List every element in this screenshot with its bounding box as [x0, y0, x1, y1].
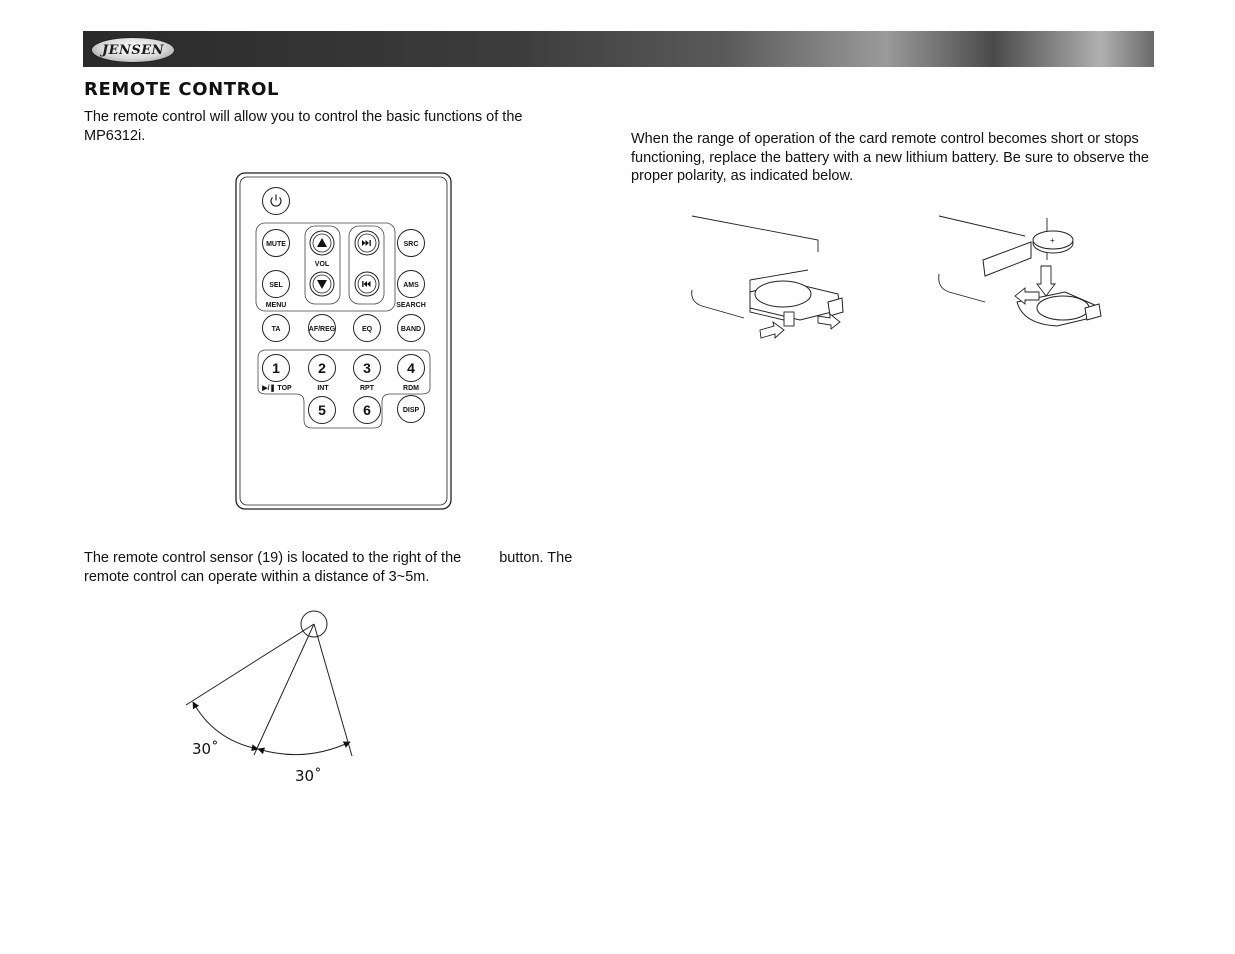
menu-label: MENU	[265, 302, 287, 309]
battery-paragraph: When the range of operation of the card remote control becomes short or stops functioning, replace the battery with a new lithium battery. Be sure to observe the proper polarity, as indicated below.	[631, 131, 1149, 184]
battery-insertion-diagram	[935, 212, 1115, 342]
number-5-button	[309, 397, 336, 424]
svg-text:3: 3	[363, 360, 371, 376]
vol-label: VOL	[314, 261, 330, 268]
sel-button	[263, 271, 290, 298]
coin-battery	[1033, 231, 1073, 253]
svg-text:1: 1	[272, 360, 280, 376]
svg-text:TA: TA	[271, 326, 281, 333]
intro-paragraph: The remote control will allow you to control the basic functions of the MP6312i.	[84, 109, 523, 144]
ta-button	[263, 315, 290, 342]
src-button	[398, 230, 425, 257]
jensen-logo	[91, 37, 175, 63]
svg-text:DISP: DISP	[402, 407, 420, 414]
eq-button	[354, 315, 381, 342]
ams-button	[398, 271, 425, 298]
svg-text:4: 4	[407, 360, 415, 376]
number-2-button	[309, 355, 336, 382]
top-label: ▶/❚ TOP	[262, 385, 292, 392]
volume-up-button	[310, 231, 334, 255]
svg-text:6: 6	[363, 402, 371, 418]
angle-left-label: 30˚	[192, 740, 219, 758]
angle-bottom-label: 30˚	[295, 767, 322, 785]
battery-tray-removal-diagram	[688, 212, 858, 342]
rdm-label: RDM	[403, 385, 419, 392]
page-title: REMOTE CONTROL	[84, 79, 280, 100]
svg-text:MUTE: MUTE	[266, 241, 286, 248]
svg-text:2: 2	[318, 360, 326, 376]
next-track-button	[355, 231, 379, 255]
svg-text:AMS: AMS	[403, 282, 419, 289]
sensor-text-part-b: button. The remote control can operate within a distance of 3~5m.	[84, 550, 573, 585]
power-button	[263, 188, 290, 215]
band-button	[398, 315, 425, 342]
mute-button	[263, 230, 290, 257]
sensor-angle-diagram	[180, 605, 380, 790]
previous-track-button	[355, 272, 379, 296]
sensor-text-part-a: The remote control sensor (19) is located to the right of the	[84, 550, 462, 566]
header-bar	[83, 31, 1154, 67]
svg-text:SEL: SEL	[269, 282, 283, 289]
number-6-button	[354, 397, 381, 424]
disp-button	[398, 396, 425, 423]
number-1-button	[263, 355, 290, 382]
svg-text:EQ: EQ	[361, 326, 373, 333]
number-3-button	[354, 355, 381, 382]
rpt-label: RPT	[360, 385, 374, 392]
int-label: INT	[317, 385, 329, 392]
volume-down-button	[310, 272, 334, 296]
search-label: SEARCH	[396, 302, 426, 309]
svg-text:AF/REG: AF/REG	[308, 326, 336, 333]
remote-control-illustration	[230, 170, 458, 515]
brand-name: JENSEN	[101, 42, 165, 58]
svg-text:SRC: SRC	[403, 241, 419, 248]
svg-text:5: 5	[318, 402, 326, 418]
afreg-button	[309, 315, 336, 342]
battery-plus-sign: +	[1050, 236, 1055, 245]
number-4-button	[398, 355, 425, 382]
svg-text:BAND: BAND	[400, 326, 422, 333]
sensor-paragraph	[84, 549, 584, 586]
